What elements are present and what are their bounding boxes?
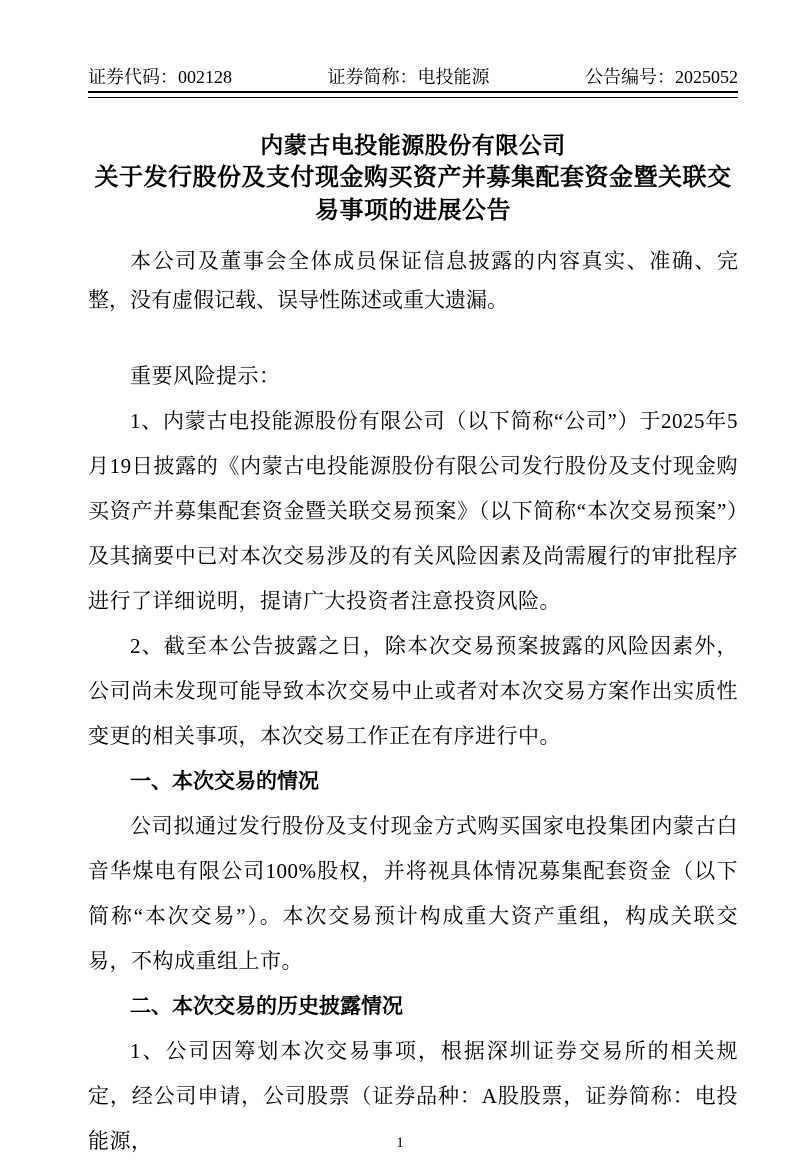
announcement-number: 公告编号：2025052 — [585, 67, 738, 87]
company-name-title: 内蒙古电投能源股份有限公司 — [260, 132, 566, 158]
header-double-rule — [88, 91, 738, 98]
section-1-heading: 一、本次交易的情况 — [130, 770, 319, 793]
risk-item-2-paragraph: 2、截至本公告披露之日，除本次交易预案披露的风险因素外，公司尚未发现可能导致本次交易中止或者对本次交易方案作出实质性变更的相关事项，本次交易工作正在有序进行中。 — [88, 634, 738, 748]
section-2-heading: 二、本次交易的历史披露情况 — [130, 995, 403, 1018]
announcement-subject-line-2: 易事项的进展公告 — [315, 197, 511, 224]
document-body — [88, 354, 738, 1164]
stock-code: 证券代码：002128 — [88, 67, 232, 87]
title-block — [88, 130, 738, 226]
page-number: 1 — [396, 1135, 404, 1151]
stock-short-name: 证券简称：电投能源 — [327, 67, 490, 87]
announcement-subject-line-1: 关于发行股份及支付现金购买资产并募集配套资金暨关联交 — [94, 164, 732, 191]
board-declaration-paragraph: 本公司及董事会全体成员保证信息披露的内容真实、准确、完整，没有虚假记载、误导性陈述或重大遗漏。 — [88, 249, 738, 312]
section-1-paragraph: 公司拟通过发行股份及支付现金方式购买国家电投集团内蒙古白音华煤电有限公司100%股权，并将视具体情况募集配套资金（以下简称“本次交易”）。本次交易预计构成重大资产重组，构成关联交易，不构成重组上市。 — [88, 814, 738, 973]
risk-item-1-paragraph: 1、内蒙古电投能源股份有限公司（以下简称“公司”）于2025年5月19日披露的《内蒙古电投能源股份有限公司发行股份及支付现金购买资产并募集配套资金暨关联交易预案》（以下简称“本次交易预案”）及其摘要中已对本次交易涉及的有关风险因素及尚需履行的审批程序进行了详细说明，提请广大投资者注意投资风险。 — [88, 409, 738, 613]
risk-notice-title: 重要风险提示： — [130, 364, 281, 388]
securities-header-row — [88, 66, 738, 88]
section-2-paragraph: 1、公司因筹划本次交易事项，根据深圳证券交易所的相关规定，经公司申请，公司股票（证券品种：A股股票，证券简称：电投能源， — [88, 1039, 738, 1153]
